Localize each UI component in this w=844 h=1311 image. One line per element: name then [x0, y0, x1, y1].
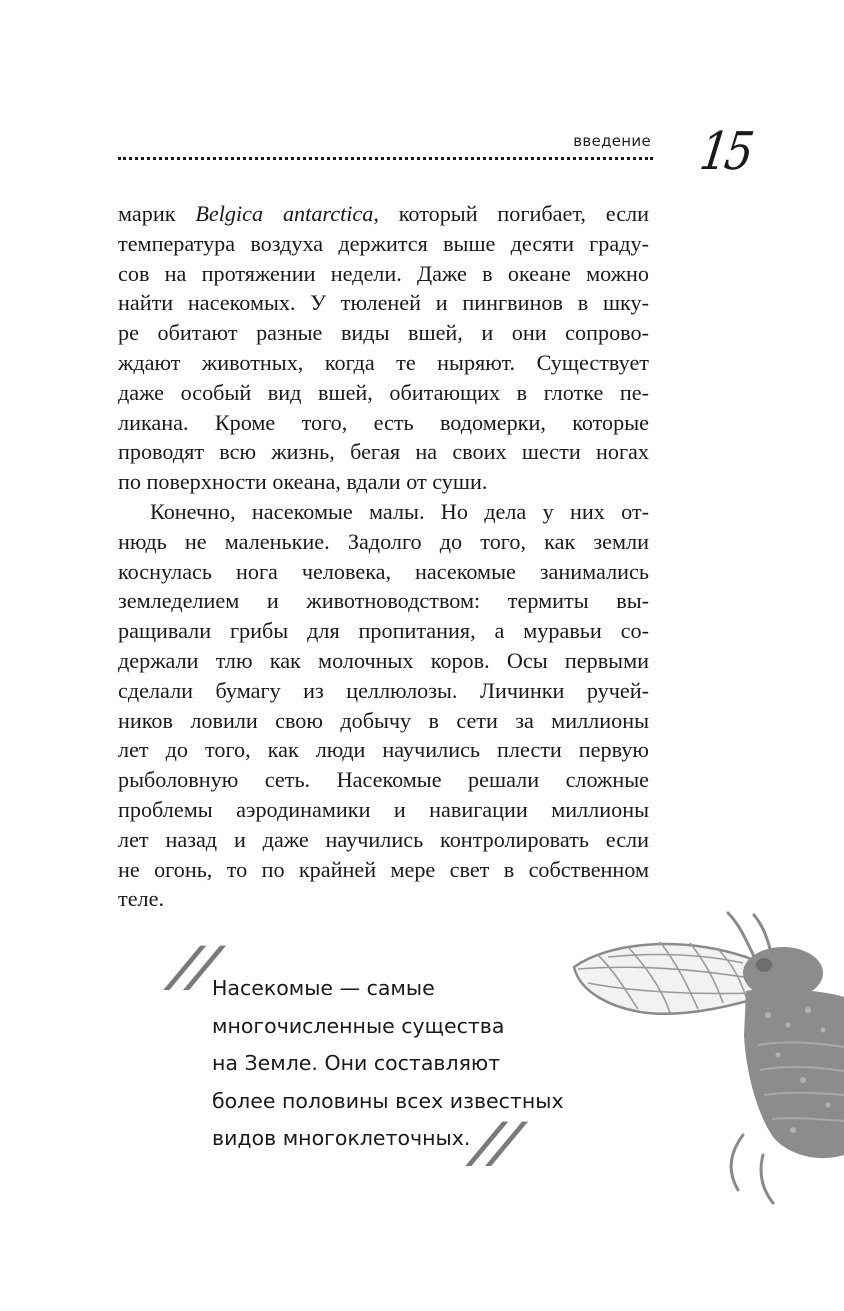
text-line: ников ловили свою добычу в сети за миллионы	[118, 707, 649, 733]
text-line: нюдь не маленькие. Задолго до того, как земли	[118, 528, 649, 554]
text-line: земледелием и животноводством: термиты вы-	[118, 588, 649, 614]
running-head	[118, 130, 651, 160]
text-line: ликана. Кроме того, есть водомерки, которые	[118, 409, 649, 435]
text-line: рыболовную сеть. Насекомые решали сложные	[118, 767, 649, 793]
text-line: даже особый вид вшей, обитающих в глотке пе-	[118, 379, 649, 405]
species-name: Belgica antarctica	[195, 201, 374, 226]
text-line: найти насекомых. У тюленей и пингвинов в шку-	[118, 290, 649, 316]
cicada-body	[743, 947, 844, 1158]
text-line: температура воздуха держится выше десяти граду-	[118, 230, 649, 256]
text-line: держали тлю как молочных коров. Осы первыми	[118, 647, 649, 673]
pull-quote-line: видов многоклеточных.	[212, 1126, 471, 1150]
pull-quote-line: на Земле. Они составляют	[212, 1051, 501, 1075]
cicada-icon	[568, 905, 844, 1205]
pull-quote-text	[212, 970, 602, 1158]
pull-quote	[165, 935, 596, 1180]
text-line: теле.	[118, 886, 165, 912]
pull-quote-line: более половины всех известных	[212, 1088, 564, 1113]
section-title: введение	[573, 132, 651, 150]
text-line: по поверхности океана, вдали от суши.	[118, 469, 488, 495]
page-number: 15	[696, 122, 755, 182]
text-line: лет до того, как люди научились плести первую	[118, 737, 649, 763]
text-line: лет назад и даже научились контролировать если	[118, 826, 649, 852]
text-line: сделали бумагу из целлюлозы. Личинки ручей-	[118, 677, 649, 703]
text-line: коснулась нога человека, насекомые занимались	[118, 558, 649, 584]
text-line: марик Belgica antarctica, который погибает, если	[118, 201, 649, 226]
text-line: проблемы аэродинамики и навигации миллионы	[118, 796, 649, 822]
open-quote-mark: //	[165, 935, 226, 998]
text-line: ре обитают разные виды вшей, и они сопрово-	[118, 320, 649, 346]
dotted-rule	[118, 157, 653, 160]
pull-quote-line: Насекомые — самые	[212, 976, 435, 1000]
text-line: ращивали грибы для пропитания, а муравьи со-	[118, 618, 649, 644]
body-text	[118, 199, 649, 914]
text-line: сов на протяжении недели. Даже в океане можно	[118, 260, 649, 286]
text-line: Конечно, насекомые малы. Но дела у них от-	[150, 498, 649, 524]
text-line: не огонь, то по крайней мере свет в собственном	[118, 856, 649, 882]
pull-quote-line: многочисленные существа	[212, 1013, 505, 1038]
close-quote-mark: //	[467, 1111, 528, 1174]
text-line: ждают животных, когда те ныряют. Существует	[118, 349, 649, 375]
text-line: проводят всю жизнь, бегая на своих шести ногах	[118, 439, 649, 465]
